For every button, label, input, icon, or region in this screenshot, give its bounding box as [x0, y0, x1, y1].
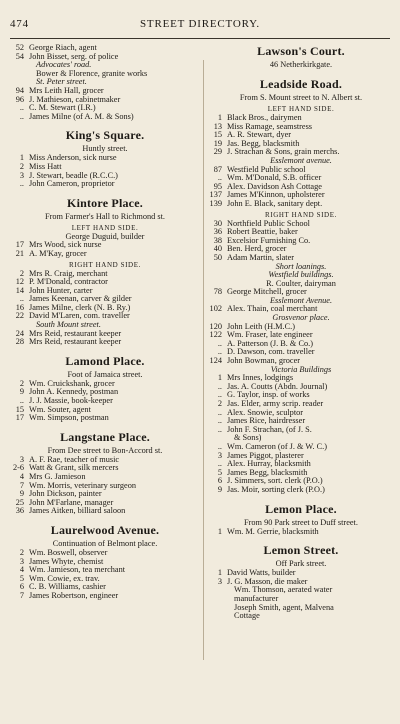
- entry-number: ..: [217, 459, 222, 469]
- entry-text: Cottage: [234, 611, 260, 621]
- entry-text: Wm. Cameron (of J. & W. C.): [227, 441, 328, 451]
- entry-number: 2: [19, 378, 24, 388]
- entry-text: South Mount street.: [36, 320, 101, 330]
- entry-text: Adam Martin, slater: [227, 252, 295, 262]
- entry-number: 122: [209, 330, 222, 340]
- entry-text: J. Strachan & Sons, grain merchs.: [227, 147, 340, 157]
- entry-text: Mrs R. Craig, merchant: [29, 268, 108, 278]
- entry-list: [10, 270, 200, 347]
- entry-number: 36: [213, 227, 222, 237]
- entry-text: P. M'Donald, contractor: [29, 277, 108, 287]
- entry-text: Mrs Wood, sick nurse: [29, 240, 102, 250]
- entry-number: 40: [213, 244, 222, 254]
- directory-entry: [10, 592, 200, 601]
- entry-number: 12: [15, 277, 24, 287]
- entry-list: [10, 233, 200, 259]
- section-subtitle: Off Park street.: [275, 559, 327, 569]
- entry-text: Wm. Thomson, aerated water: [234, 585, 333, 595]
- entry-text: John Leith (H.M.C.): [227, 321, 295, 331]
- entry-text: J. Mathieson, cabinetmaker: [29, 94, 121, 104]
- entry-text: Jas. Moir, sorting clerk (P.O.): [227, 484, 325, 494]
- entry-text: John Dickson, painter: [29, 489, 102, 499]
- section-subtitle: 46 Netherkirkgate.: [269, 60, 333, 69]
- directory-entry: [208, 528, 394, 537]
- entry-number: 3: [19, 170, 24, 180]
- directory-entry: [10, 250, 200, 259]
- entry-text: Short loanings.: [275, 261, 327, 271]
- section-subtitle: From S. Mount street to N. Albert st.: [239, 93, 363, 102]
- entry-number: 5: [19, 573, 24, 583]
- section-subtitle: From Dee street to Bon-Accord st.: [47, 445, 163, 455]
- entry-number: ..: [217, 381, 222, 391]
- entry-text: Mrs Leith Hall, grocer: [29, 85, 104, 95]
- entry-text: John M'Farlane, manager: [29, 497, 114, 507]
- entry-text: Wm. Cruickshank, grocer: [29, 378, 115, 388]
- entry-number: ..: [217, 390, 222, 400]
- entry-number: 2: [217, 399, 222, 408]
- entry-number: 13: [213, 121, 222, 131]
- entry-number: 3: [217, 576, 222, 586]
- entry-number: ..: [19, 396, 24, 406]
- entry-text: John F. Strachan, (of J. S.: [227, 424, 312, 434]
- entry-text: Wm. Boswell, observer: [29, 547, 108, 557]
- entry-text: G. Taylor, insp. of works: [227, 390, 310, 400]
- side-label: LEFT HAND SIDE.: [267, 105, 335, 113]
- entry-text: A. M'Kay, grocer: [29, 248, 87, 258]
- entry-text: Robert Beattie, baker: [227, 227, 298, 237]
- entry-text: James Milne (of A. M. & Sons): [29, 111, 134, 121]
- entry-text: A. R. Stewart, dyer: [227, 130, 292, 140]
- entry-text: Advocates' road.: [36, 60, 92, 70]
- entry-number: ..: [19, 294, 24, 304]
- section-title: Kintore Place.: [67, 195, 143, 210]
- entry-number: 15: [15, 404, 24, 414]
- section-title: Lamond Place.: [65, 353, 145, 368]
- entry-number: 24: [15, 328, 24, 338]
- entry-number: 87: [213, 164, 222, 174]
- entry-number: 2-6: [12, 463, 24, 473]
- entry-text: Jas. Begg, blacksmith: [227, 138, 300, 148]
- entry-list: [208, 220, 394, 495]
- entry-text: James Keenan, carver & gilder: [29, 294, 132, 304]
- directory-entry: [10, 338, 200, 347]
- directory-entry: [10, 507, 200, 516]
- entry-text: Westfield Public school: [227, 164, 306, 174]
- entry-number: 3: [19, 556, 24, 566]
- column-divider: [203, 60, 204, 660]
- entry-list: [208, 569, 394, 621]
- entry-number: ..: [19, 103, 24, 113]
- entry-text: J. Stewart, beadle (R.C.C.): [29, 170, 118, 180]
- entry-number: 120: [209, 321, 222, 331]
- section-subtitle: Foot of Jamaica street.: [67, 369, 143, 379]
- page-number: 474: [10, 18, 29, 30]
- entry-text: George Duguid, builder: [65, 231, 145, 241]
- entry-text: A. Patterson (J. B. & Co.): [227, 338, 313, 348]
- side-label: RIGHT HAND SIDE.: [69, 260, 141, 269]
- entry-text: Wm. M. Gerrie, blacksmith: [227, 526, 319, 536]
- continued-entries: [10, 44, 200, 121]
- entry-number: 3: [19, 454, 24, 464]
- entry-number: 1: [217, 373, 222, 383]
- entry-text: Wm. Souter, agent: [29, 404, 91, 414]
- entry-number: 9: [19, 387, 24, 397]
- entry-text: Victoria Buildings: [270, 364, 332, 374]
- entry-number: 6: [19, 582, 24, 592]
- entry-number: 28: [15, 337, 24, 347]
- entry-number: 7: [19, 590, 24, 600]
- entry-text: Wm. Morris, veterinary surgeon: [29, 480, 136, 490]
- entry-text: Alex. Snowie, sculptor: [227, 407, 304, 417]
- section-subtitle: Huntly street.: [82, 144, 128, 154]
- entry-text: James Milne, clerk (N. B. Ry.): [29, 302, 131, 312]
- entry-number: 1: [217, 568, 222, 578]
- entry-number: 102: [209, 304, 222, 314]
- directory-entry: [10, 180, 200, 189]
- entry-text: David Watts, builder: [227, 568, 296, 578]
- entry-number: 78: [213, 287, 222, 297]
- entry-text: John Cameron, proprietor: [29, 179, 115, 189]
- entry-text: C. M. Stewart (I.R.): [29, 103, 96, 113]
- entry-text: St. Peter street.: [36, 77, 87, 87]
- entry-text: Watt & Grant, silk mercers: [29, 463, 119, 473]
- entry-number: 139: [209, 198, 222, 208]
- entry-text: James Whyte, chemist: [29, 556, 104, 566]
- entry-number: ..: [217, 173, 222, 183]
- entry-text: James M'Kinnon, upholsterer: [227, 190, 325, 200]
- entry-number: 137: [209, 190, 222, 200]
- entry-text: Mrs Innes, lodgings: [227, 373, 294, 383]
- entry-number: ..: [217, 424, 222, 434]
- section-subtitle: From 90 Park street to Duff street.: [244, 517, 358, 527]
- running-title: STREET DIRECTORY.: [140, 18, 260, 30]
- entry-number: 1: [217, 526, 222, 536]
- entry-number: 17: [15, 413, 24, 423]
- entry-number: 30: [213, 218, 222, 228]
- section-title: Langstane Place.: [60, 429, 150, 444]
- entry-text: & Sons): [234, 433, 262, 443]
- entry-text: Black Bros., dairymen: [227, 113, 302, 122]
- entry-text: John A. Kennedy, postman: [29, 387, 119, 397]
- section-title: Laurelwood Avenue.: [50, 522, 160, 537]
- directory-entry: [208, 486, 394, 495]
- header-rule: [10, 38, 390, 39]
- entry-text: Wm. M'Donald, S.B. officer: [227, 173, 322, 183]
- entry-list: [10, 380, 200, 423]
- section-subtitle: From Farmer's Hall to Richmond st.: [45, 211, 165, 221]
- directory-entry: [208, 612, 394, 621]
- entry-text: Wm. Fraser, late engineer: [227, 330, 313, 340]
- right-column: [208, 44, 394, 621]
- section-title: Lemon Street.: [263, 543, 339, 558]
- section-title: Leadside Road.: [259, 77, 343, 91]
- entry-text: Ben. Herd, grocer: [227, 244, 287, 254]
- entry-text: Miss Hatt: [29, 161, 62, 171]
- left-column: [10, 44, 200, 601]
- entry-list: [10, 456, 200, 516]
- entry-text: Alex. Thain, coal merchant: [227, 304, 318, 314]
- entry-text: D. Dawson, com. traveller: [227, 347, 315, 357]
- directory-entry: [10, 414, 200, 423]
- entry-number: ..: [217, 416, 222, 426]
- entry-number: 36: [15, 506, 24, 516]
- entry-number: 29: [213, 147, 222, 157]
- entry-number: 25: [15, 497, 24, 507]
- entry-list: [10, 549, 200, 601]
- entry-text: John Hunter, carter: [29, 285, 93, 295]
- entry-number: 94: [15, 85, 24, 95]
- entry-number: 9: [19, 489, 24, 499]
- side-label: LEFT HAND SIDE.: [71, 223, 139, 232]
- entry-text: Miss Anderson, sick nurse: [29, 153, 117, 163]
- entry-list: [208, 114, 394, 209]
- entry-text: Joseph Smith, agent, Malvena: [234, 602, 334, 612]
- section-title: Lawson's Court.: [257, 44, 345, 58]
- entry-text: Mrs G. Jamieson: [29, 472, 86, 481]
- entry-number: 9: [217, 484, 222, 494]
- entry-number: 54: [15, 51, 24, 61]
- entry-number: 5: [217, 467, 222, 477]
- entry-text: A. F. Rae, teacher of music: [29, 454, 120, 464]
- entry-text: James Robertson, engineer: [29, 590, 119, 600]
- entry-text: J. Simmers, sort. clerk (P.O.): [227, 476, 323, 486]
- entry-number: 4: [19, 472, 24, 481]
- entry-number: 21: [15, 248, 24, 258]
- entry-text: Mrs Reid, restaurant keeper: [29, 337, 122, 347]
- entry-number: 17: [15, 240, 24, 250]
- entry-number: 38: [213, 235, 222, 245]
- entry-number: 3: [217, 450, 222, 460]
- entry-text: James Begg, blacksmith: [227, 467, 308, 477]
- entry-number: 50: [213, 252, 222, 262]
- entry-text: John E. Black, sanitary dept.: [227, 198, 323, 208]
- entry-number: ..: [217, 407, 222, 417]
- entry-text: Alex. Hurray, blacksmith: [227, 459, 311, 469]
- entry-text: James Rice, hairdresser: [227, 416, 306, 426]
- entry-text: Wm. Cowie, ex. trav.: [29, 573, 100, 583]
- entry-text: Jas. A. Coutts (Abdn. Journal): [227, 381, 328, 391]
- entry-number: 15: [213, 130, 222, 140]
- entry-text: Esslemont avenue.: [270, 155, 332, 165]
- entry-text: George Riach, agent: [29, 43, 97, 52]
- entry-text: Esslemont Avenue.: [269, 295, 333, 305]
- entry-text: George Mitchell, grocer: [227, 287, 307, 297]
- entry-text: John Bisset, serg. of police: [29, 51, 119, 61]
- entry-text: James Piggot, plasterer: [227, 450, 304, 460]
- entry-text: Mrs Reid, restaurant keeper: [29, 328, 122, 338]
- entry-number: 4: [19, 565, 24, 575]
- entry-number: 2: [19, 161, 24, 171]
- entry-text: Northfield Public School: [227, 218, 310, 228]
- entry-text: manufacturer: [234, 593, 279, 603]
- entry-text: John Bowman, grocer: [227, 356, 301, 366]
- entry-number: ..: [217, 338, 222, 348]
- entry-number: ..: [217, 347, 222, 357]
- entry-text: David M'Laren, com. traveller: [29, 311, 130, 321]
- entry-number: 95: [213, 181, 222, 191]
- section-title: King's Square.: [65, 128, 145, 143]
- entry-number: 124: [209, 356, 222, 366]
- entry-text: James Aitken, billiard saloon: [29, 506, 126, 516]
- entry-text: Bower & Florence, granite works: [36, 68, 148, 78]
- entry-number: 1: [217, 113, 222, 122]
- entry-number: 1: [19, 153, 24, 163]
- entry-text: C. B. Williams, cashier: [29, 582, 106, 592]
- entry-text: Excelsior Furnishing Co.: [227, 235, 311, 245]
- entry-number: 6: [217, 476, 222, 486]
- entry-number: 52: [15, 43, 24, 52]
- entry-number: ..: [217, 441, 222, 451]
- entry-text: J. J. Massie, book-keeper: [29, 396, 113, 406]
- entry-text: J. G. Masson, die maker: [227, 576, 308, 586]
- entry-number: 96: [15, 94, 24, 104]
- entry-number: 16: [15, 302, 24, 312]
- entry-text: Wm. Jamieson, tea merchant: [29, 565, 126, 575]
- entry-list: [208, 528, 394, 537]
- entry-text: Wm. Simpson, postman: [29, 413, 109, 423]
- entry-number: 19: [213, 138, 222, 148]
- entry-number: ..: [19, 179, 24, 189]
- entry-list: [10, 154, 200, 188]
- entry-number: ..: [19, 111, 24, 121]
- directory-entry: [10, 113, 200, 122]
- entry-number: 14: [15, 285, 24, 295]
- directory-entry: [208, 200, 394, 209]
- entry-number: 2: [19, 268, 24, 278]
- section-title: Lemon Place.: [265, 501, 337, 516]
- entry-text: Grosvenor place.: [272, 313, 330, 323]
- section-subtitle: Continuation of Belmont place.: [52, 538, 158, 548]
- entry-text: Jas. Elder, army scrip. reader: [227, 399, 324, 408]
- entry-number: 22: [15, 311, 24, 321]
- side-label: RIGHT HAND SIDE.: [265, 210, 337, 219]
- entry-number: 7: [19, 480, 24, 490]
- entry-text: R. Coulter, dairyman: [266, 278, 336, 288]
- page-header: [10, 18, 390, 34]
- entry-text: Miss Ramage, seamstress: [227, 121, 313, 131]
- entry-number: 2: [19, 547, 24, 557]
- entry-text: Alex. Davidson Ash Cottage: [227, 181, 322, 191]
- entry-text: Westfield buildings.: [268, 270, 334, 280]
